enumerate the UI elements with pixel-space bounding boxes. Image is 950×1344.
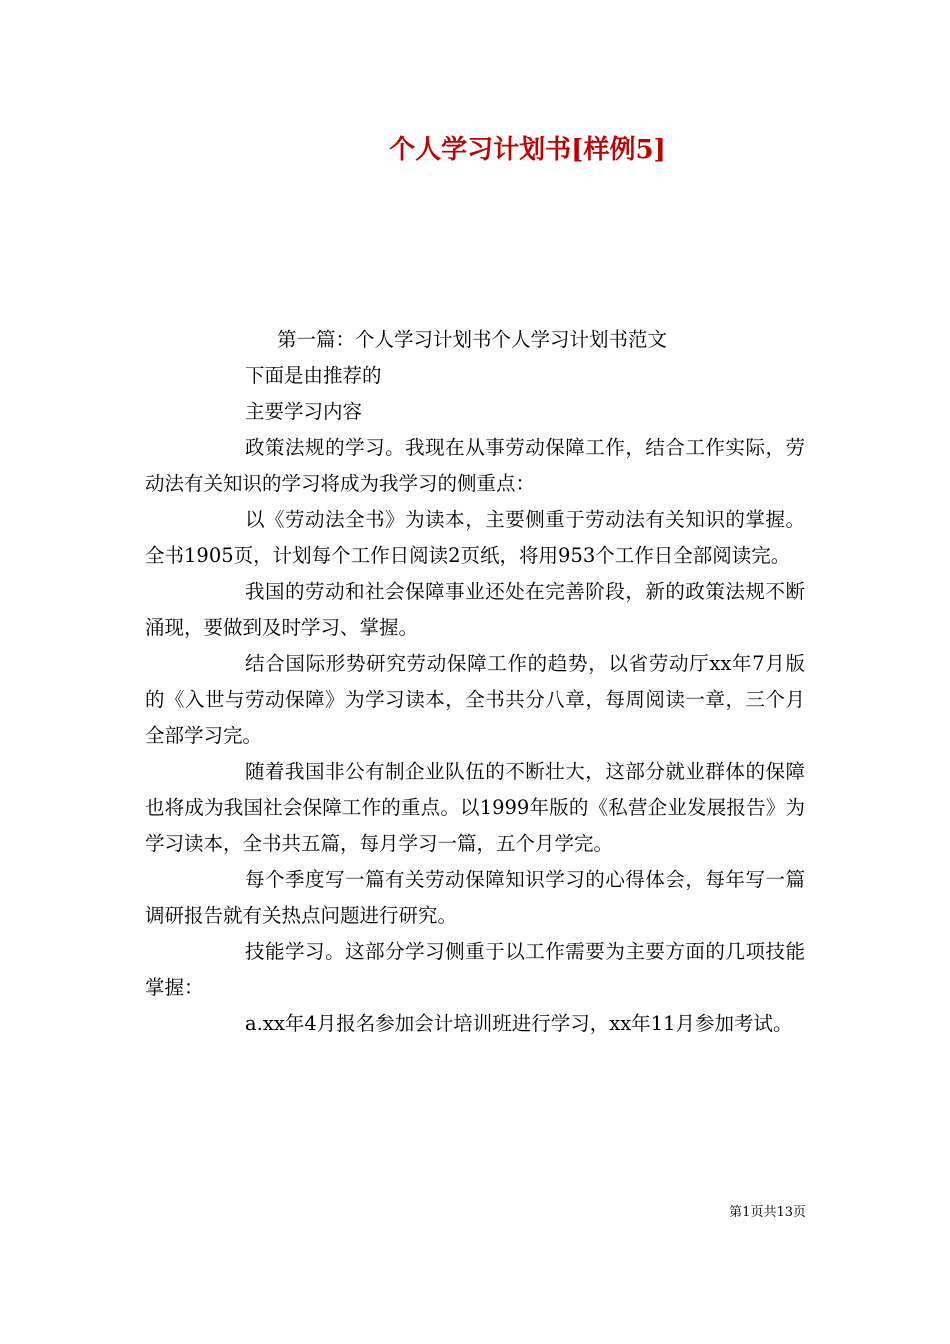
paragraph: 随着我国非公有制企业队伍的不断壮大，这部分就业群体的保障也将成为我国社会保障工作的重点。以1999年版的《私营企业发展报告》为学习读本，全书共五篇，每月学习一篇，五个月学完。 (145, 760, 805, 855)
paragraph: 结合国际形势研究劳动保障工作的趋势，以省劳动厅xx年7月版的《入世与劳动保障》为学习读本，全书共分八章，每周阅读一章，三个月全部学习完。 (145, 652, 805, 747)
paragraph: 以《劳动法全书》为读本，主要侧重于劳动法有关知识的掌握。全书1905页，计划每个工作日阅读2页纸，将用953个工作日全部阅读完。 (145, 508, 805, 567)
paragraph: 每个季度写一篇有关劳动保障知识学习的心得体会，每年写一篇调研报告就有关热点问题进行研究。 (145, 868, 805, 927)
page-number: 第1页共13页 (729, 1205, 806, 1220)
paragraph: 技能学习。这部分学习侧重于以工作需要为主要方面的几项技能掌握： (145, 940, 805, 999)
paragraph: a.xx年4月报名参加会计培训班进行学习，xx年11月参加考试。 (245, 1012, 793, 1035)
section-heading: 第一篇：个人学习计划书个人学习计划书范文 (277, 328, 668, 351)
paragraph: 主要学习内容 (245, 400, 363, 423)
paragraph: 政策法规的学习。我现在从事劳动保障工作，结合工作实际，劳动法有关知识的学习将成为我学习的侧重点： (145, 436, 805, 495)
document-body (145, 322, 805, 1042)
paragraph: 下面是由推荐的 (245, 364, 382, 387)
paragraph: 我国的劳动和社会保障事业还处在完善阶段，新的政策法规不断涌现，要做到及时学习、掌握。 (145, 580, 805, 639)
page-title: 个人学习计划书[样例5] (389, 135, 666, 165)
